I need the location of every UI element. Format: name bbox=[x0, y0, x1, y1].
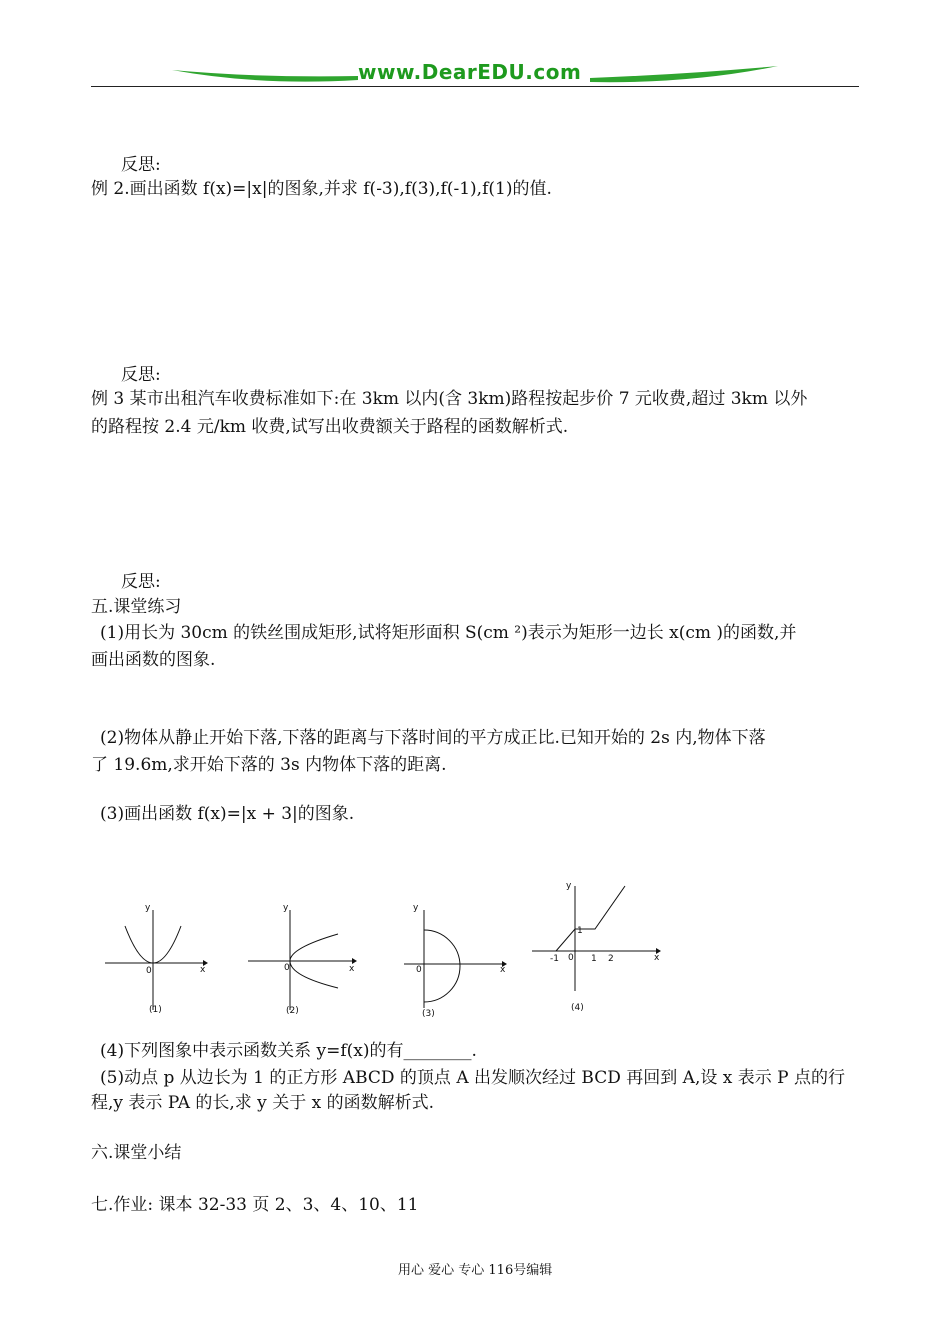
x-axis-label: x bbox=[349, 964, 355, 974]
practice-3: (3)画出函数 f(x)=|x + 3|的图象. bbox=[100, 804, 355, 824]
y-axis-label: y bbox=[283, 903, 289, 913]
graph-1 bbox=[100, 900, 210, 1018]
reflect-label: 反思: bbox=[121, 155, 161, 175]
practice-4: (4)下列图象中表示函数关系 y=f(x)的有________. bbox=[100, 1041, 477, 1061]
practice-2-line2: 了 19.6m,求开始下落的 3s 内物体下落的距离. bbox=[91, 755, 447, 775]
example-3-line2: 的路程按 2.4 元/km 收费,试写出收费额关于路程的函数解析式. bbox=[91, 417, 569, 437]
y-axis-label: y bbox=[413, 903, 419, 913]
figure-caption: (1) bbox=[149, 1005, 162, 1015]
y-axis-label: y bbox=[566, 881, 572, 891]
reflect-label: 反思: bbox=[121, 365, 161, 385]
figure-caption: (2) bbox=[286, 1006, 299, 1016]
y-axis-label: y bbox=[145, 903, 151, 913]
practice-2-line1: (2)物体从静止开始下落,下落的距离与下落时间的平方成正比.已知开始的 2s 内,物体下落 bbox=[100, 728, 766, 748]
origin-label: 0 bbox=[146, 966, 152, 976]
practice-5-line1: (5)动点 p 从边长为 1 的正方形 ABCD 的顶点 A 出发顺次经过 BCD 再回到 A,设 x 表示 P 点的行 bbox=[100, 1068, 845, 1088]
practice-1-line2: 画出函数的图象. bbox=[91, 650, 216, 670]
origin-label: 0 bbox=[568, 953, 574, 963]
practice-1-line1: (1)用长为 30cm 的铁丝围成矩形,试将矩形面积 S(cm ²)表示为矩形一边长 x(cm )的函数,并 bbox=[100, 623, 797, 643]
figure-caption: (3) bbox=[422, 1009, 435, 1019]
x-tick-minus-1: -1 bbox=[550, 954, 559, 964]
reflect-label: 反思: bbox=[121, 572, 161, 592]
origin-label: 0 bbox=[284, 963, 290, 973]
page-footer: 用心 爱心 专心 116号编辑 bbox=[398, 1263, 553, 1278]
section-5-title: 五.课堂练习 bbox=[91, 597, 182, 617]
practice-5-line2: 程,y 表示 PA 的长,求 y 关于 x 的函数解析式. bbox=[91, 1093, 434, 1113]
graph-2 bbox=[246, 898, 361, 1018]
graph-4 bbox=[528, 876, 668, 1016]
x-tick-2: 2 bbox=[608, 954, 614, 964]
example-3-line1: 例 3 某市出租汽车收费标准如下:在 3km 以内(含 3km)路程按起步价 7 元收费,超过 3km 以外 bbox=[91, 389, 808, 409]
x-axis-label: x bbox=[500, 965, 506, 975]
x-axis-label: x bbox=[654, 953, 660, 963]
site-logo-text[interactable]: www.DearEDU.com bbox=[358, 60, 582, 84]
figure-caption: (4) bbox=[571, 1003, 584, 1013]
x-tick-1: 1 bbox=[591, 954, 597, 964]
section-7-homework: 七.作业: 课本 32-33 页 2、3、4、10、11 bbox=[91, 1195, 419, 1215]
graph-3 bbox=[402, 898, 512, 1022]
example-2: 例 2.画出函数 f(x)=|x|的图象,并求 f(-3),f(3),f(-1),f(1)的值. bbox=[91, 179, 552, 199]
section-6-title: 六.课堂小结 bbox=[91, 1143, 182, 1163]
origin-label: 0 bbox=[416, 965, 422, 975]
x-axis-label: x bbox=[200, 965, 206, 975]
y-tick-1: 1 bbox=[577, 926, 583, 936]
header-rule bbox=[91, 86, 859, 87]
